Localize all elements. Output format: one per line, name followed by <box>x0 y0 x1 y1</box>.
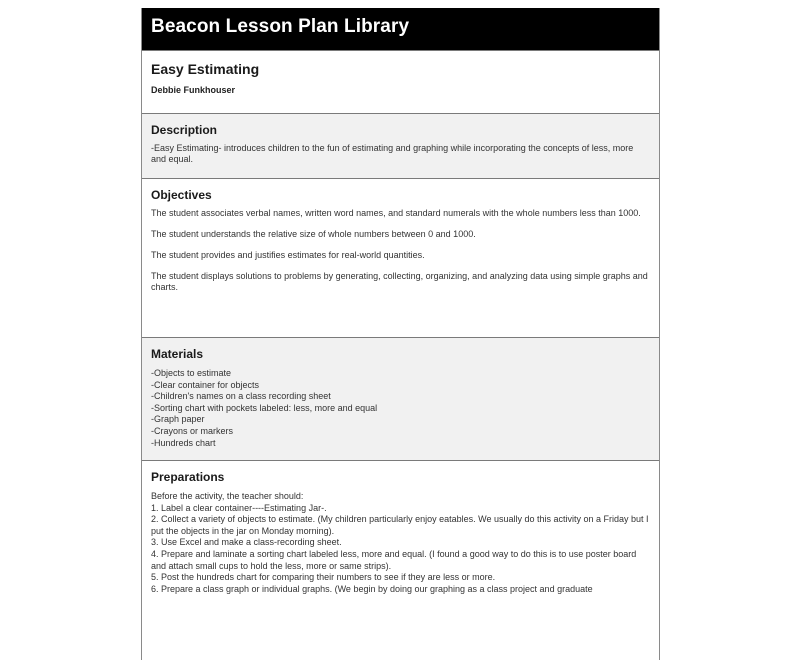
lesson-author: Debbie Funkhouser <box>151 85 236 95</box>
preparation-step: 6. Prepare a class graph or individual graphs. (We begin by doing our graphing as a class project and graduate <box>151 583 593 594</box>
objectives-heading: Objectives <box>151 188 212 202</box>
description-section <box>142 113 659 178</box>
preparation-step: 4. Prepare and laminate a sorting chart labeled less, more and equal. (I found a good way to do this is to use poster board and attach small cups to hold the less, more or same strips). <box>151 548 637 571</box>
lesson-title: Easy Estimating <box>151 61 260 77</box>
objective-item: The student provides and justifies estimates for real-world quantities. <box>151 250 425 260</box>
objective-item: The student displays solutions to problems by generating, collecting, organizing, and analyzing data using simple graphs and charts. <box>151 271 648 292</box>
materials-section <box>142 337 659 460</box>
preparation-step: 5. Post the hundreds chart for comparing their numbers to see if they are less or more. <box>151 572 496 583</box>
objective-item: The student associates verbal names, written word names, and standard numerals with the whole numbers less than 1000. <box>151 208 641 218</box>
material-item: -Objects to estimate <box>151 368 232 378</box>
material-item: -Children's names on a class recording sheet <box>151 391 331 402</box>
material-item: -Crayons or markers <box>151 425 234 436</box>
preparation-step: 3. Use Excel and make a class-recording sheet. <box>151 537 342 548</box>
site-banner <box>142 8 659 50</box>
preparations-intro: Before the activity, the teacher should: <box>151 491 304 501</box>
objective-item: The student understands the relative size of whole numbers between 0 and 1000. <box>151 229 476 239</box>
description-text: -Easy Estimating- introduces children to the fun of estimating and graphing while incorporating the concepts of less, more and equal. <box>151 143 634 164</box>
preparations-section <box>142 460 659 660</box>
preparations-heading: Preparations <box>151 470 225 484</box>
lesson-plan-page <box>141 8 660 660</box>
preparation-step: 1. Label a clear container----Estimating Jar-. <box>151 502 327 513</box>
lesson-header <box>142 50 659 113</box>
material-item: -Clear container for objects <box>151 379 260 390</box>
description-heading: Description <box>151 123 218 137</box>
objectives-section <box>142 178 659 337</box>
site-title: Beacon Lesson Plan Library <box>151 16 410 37</box>
preparation-step: 2. Collect a variety of objects to estimate. (My children particularly enjoy eatables. We usually do this activity on a Friday but I put the objects in the jar on Monday morning). <box>151 514 649 536</box>
material-item: -Hundreds chart <box>151 437 216 448</box>
material-item: -Graph paper <box>151 414 205 425</box>
material-item: -Sorting chart with pockets labeled: less, more and equal <box>151 402 378 413</box>
materials-heading: Materials <box>151 347 204 361</box>
